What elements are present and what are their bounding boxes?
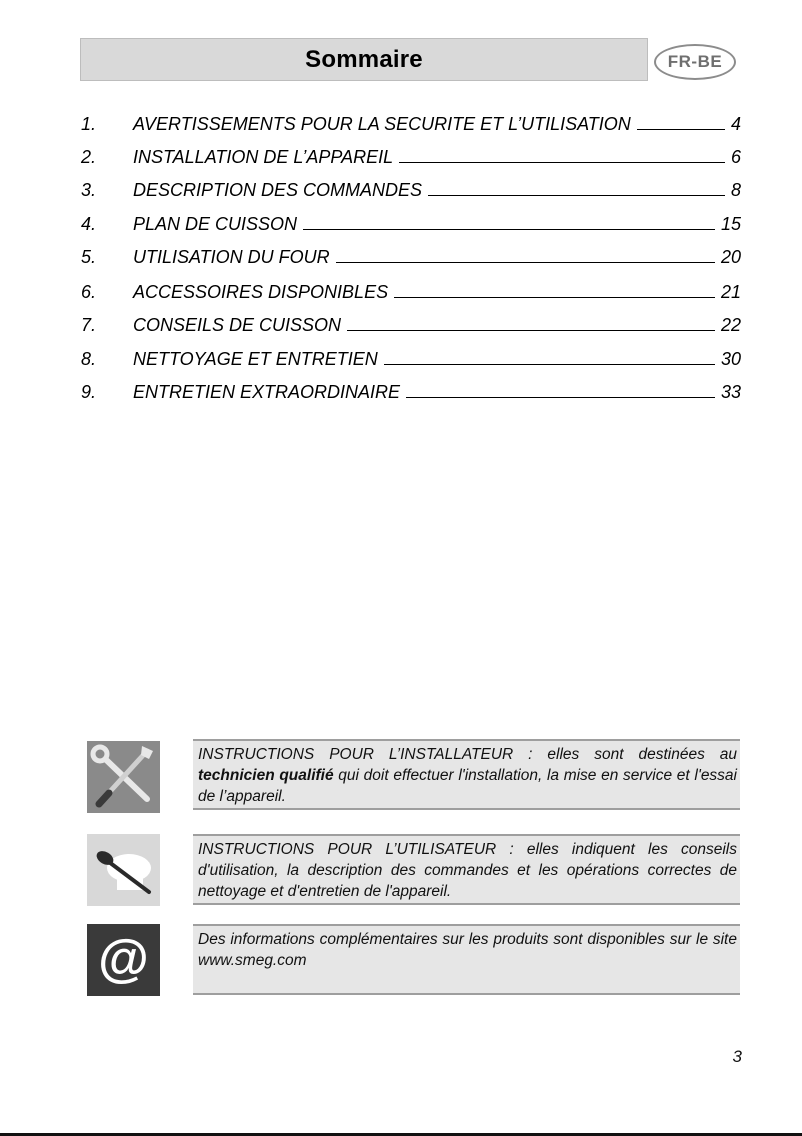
toc-title: UTILISATION DU FOUR bbox=[133, 247, 330, 267]
at-sign-icon bbox=[87, 924, 160, 996]
toc-page: 20 bbox=[720, 247, 741, 267]
toc-entry-6[interactable] bbox=[0, 282, 802, 306]
toc-title: DESCRIPTION DES COMMANDES bbox=[133, 180, 423, 200]
toc-entry-1[interactable] bbox=[0, 114, 802, 138]
toc-leader bbox=[428, 180, 725, 196]
toc-page: 30 bbox=[720, 349, 741, 369]
toc-leader bbox=[347, 315, 715, 331]
toc-number: 1. bbox=[81, 114, 97, 134]
notice-installer-text: INSTRUCTIONS POUR L’INSTALLATEUR : elles sont destinées au bbox=[198, 746, 737, 763]
notice-installer-bold: technicien qualifié bbox=[198, 767, 334, 784]
toc-title: INSTALLATION DE L’APPAREIL bbox=[133, 147, 394, 167]
toc-number: 5. bbox=[81, 247, 97, 267]
toc-page: 6 bbox=[730, 147, 741, 167]
notice-user-text: INSTRUCTIONS POUR L’UTILISATEUR : elles indiquent les conseils d'utilisation, la description des commandes et les opérations correctes de nettoyage et d'entretien de l'appareil. bbox=[198, 841, 737, 900]
toc-title: AVERTISSEMENTS POUR LA SECURITE ET L’UTILISATION bbox=[133, 114, 631, 134]
toc-entry-9[interactable] bbox=[0, 382, 802, 406]
toc-entry-4[interactable] bbox=[0, 214, 802, 238]
toc-title: PLAN DE CUISSON bbox=[133, 214, 298, 234]
toc-leader bbox=[384, 349, 715, 365]
toc-entry-5[interactable] bbox=[0, 247, 802, 271]
toc-leader bbox=[637, 114, 725, 130]
page-title: Sommaire bbox=[305, 45, 423, 73]
notice-user bbox=[193, 834, 740, 905]
toc-entry-3[interactable] bbox=[0, 180, 802, 204]
title-bar bbox=[80, 38, 648, 81]
toc-leader bbox=[399, 147, 725, 163]
toc-number: 2. bbox=[81, 147, 97, 167]
toc-leader bbox=[336, 247, 715, 263]
toc-number: 8. bbox=[81, 349, 97, 369]
toc-page: 22 bbox=[720, 315, 741, 335]
toc-title: CONSEILS DE CUISSON bbox=[133, 315, 342, 335]
page-number: 3 bbox=[732, 1047, 742, 1066]
toc-leader bbox=[303, 214, 715, 230]
toc-page: 21 bbox=[720, 282, 741, 302]
language-badge: FR-BE bbox=[654, 44, 736, 80]
toc-title: NETTOYAGE ET ENTRETIEN bbox=[133, 349, 378, 369]
notice-web-text: Des informations complémentaires sur les produits sont disponibles sur le site www.smeg.com bbox=[198, 931, 737, 969]
toc-number: 4. bbox=[81, 214, 97, 234]
toc-page: 4 bbox=[730, 114, 741, 134]
toc-title: ACCESSOIRES DISPONIBLES bbox=[133, 282, 389, 302]
toc-leader bbox=[406, 382, 715, 398]
toc-number: 9. bbox=[81, 382, 97, 402]
toc-entry-8[interactable] bbox=[0, 349, 802, 373]
toc-page: 15 bbox=[720, 214, 741, 234]
toc-entry-2[interactable] bbox=[0, 147, 802, 171]
toc-number: 6. bbox=[81, 282, 97, 302]
toc-title: ENTRETIEN EXTRAORDINAIRE bbox=[133, 382, 401, 402]
notice-web bbox=[193, 924, 740, 995]
svg-text:@: @ bbox=[98, 930, 149, 988]
toc-number: 3. bbox=[81, 180, 97, 200]
toc-leader bbox=[394, 282, 715, 298]
toc-page: 33 bbox=[720, 382, 741, 402]
notice-installer bbox=[193, 739, 740, 810]
toc-number: 7. bbox=[81, 315, 97, 335]
tools-icon bbox=[87, 741, 160, 813]
toc-entry-7[interactable] bbox=[0, 315, 802, 339]
notice-installer-text-end: qui doit effectuer l'installation, la mise en service et l'essai de l’appareil. bbox=[198, 767, 737, 805]
toc-page: 8 bbox=[730, 180, 741, 200]
chef-spoon-icon bbox=[87, 834, 160, 906]
